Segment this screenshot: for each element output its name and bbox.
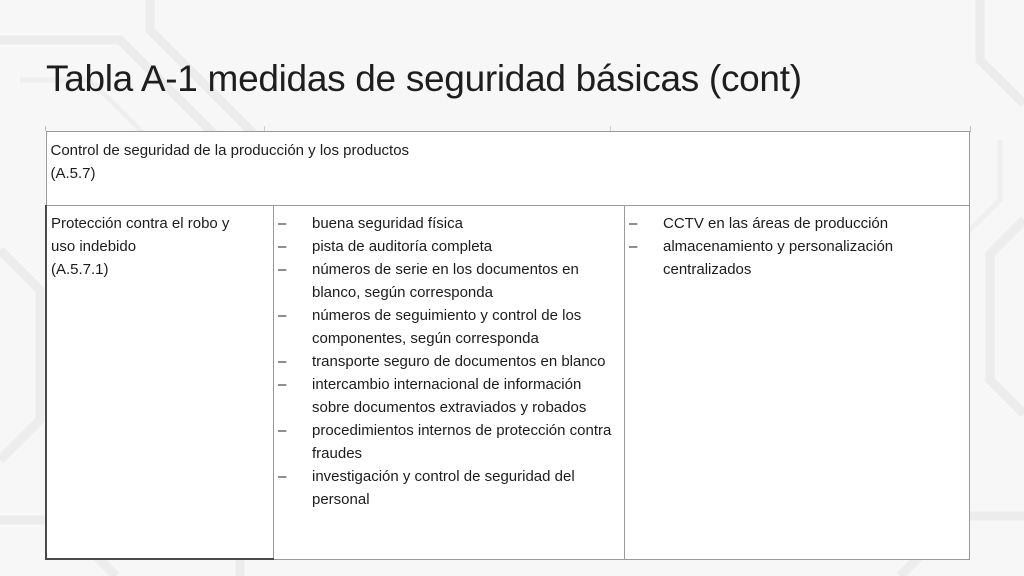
dash-bullet: –: [278, 307, 287, 324]
list-item-text: números de seguimiento y control de los componentes, según corresponda: [312, 307, 582, 347]
table-row: [46, 206, 970, 560]
list-item: [278, 350, 622, 373]
dash-bullet: –: [629, 215, 638, 232]
list-item: [278, 212, 622, 235]
slide-title: Tabla A-1 medidas de seguridad básicas (cont): [46, 58, 802, 99]
dash-bullet: –: [278, 422, 287, 439]
list-item-text: intercambio internacional de información sobre documentos extraviados y robados: [312, 376, 587, 416]
list-item-text: números de serie en los documentos en blanco, según corresponda: [312, 261, 579, 301]
list-item-text: transporte seguro de documentos en blanco: [312, 353, 606, 370]
basic-measures-cell: [274, 206, 625, 560]
list-item: [278, 258, 622, 304]
list-item-text: procedimientos internos de protección contra fraudes: [312, 422, 612, 462]
section-header-cell: [46, 132, 970, 206]
list-item: [278, 373, 622, 419]
list-item-text: pista de auditoría completa: [312, 238, 493, 255]
list-item: [278, 419, 622, 465]
section-header-text: Control de seguridad de la producción y los productos: [50, 142, 410, 159]
measure-code: (A.5.7.1): [51, 261, 109, 278]
basic-measures-list: [278, 212, 622, 511]
list-item-text: investigación y control de seguridad del personal: [312, 468, 575, 508]
dash-bullet: –: [278, 261, 287, 278]
list-item-text: almacenamiento y personalización centralizados: [663, 238, 894, 278]
dash-bullet: –: [278, 376, 287, 393]
list-item-text: buena seguridad física: [312, 215, 463, 232]
dash-bullet: –: [278, 468, 287, 485]
list-item: [629, 212, 965, 235]
dash-bullet: –: [629, 238, 638, 255]
security-measures-table: [45, 131, 970, 560]
list-item: [278, 304, 622, 350]
measure-name-cell: [46, 206, 274, 560]
dash-bullet: –: [278, 215, 287, 232]
list-item: [278, 465, 622, 511]
list-item: [629, 235, 965, 281]
section-header-row: [46, 132, 970, 206]
additional-measures-cell: [625, 206, 970, 560]
measure-name: Protección contra el robo y: [51, 215, 230, 232]
section-header-code: (A.5.7): [50, 165, 96, 182]
additional-measures-list: [629, 212, 965, 281]
list-item: [278, 235, 622, 258]
list-item-text: CCTV en las áreas de producción: [663, 215, 889, 232]
measure-name-cont: uso indebido: [51, 238, 137, 255]
dash-bullet: –: [278, 353, 287, 370]
dash-bullet: –: [278, 238, 287, 255]
